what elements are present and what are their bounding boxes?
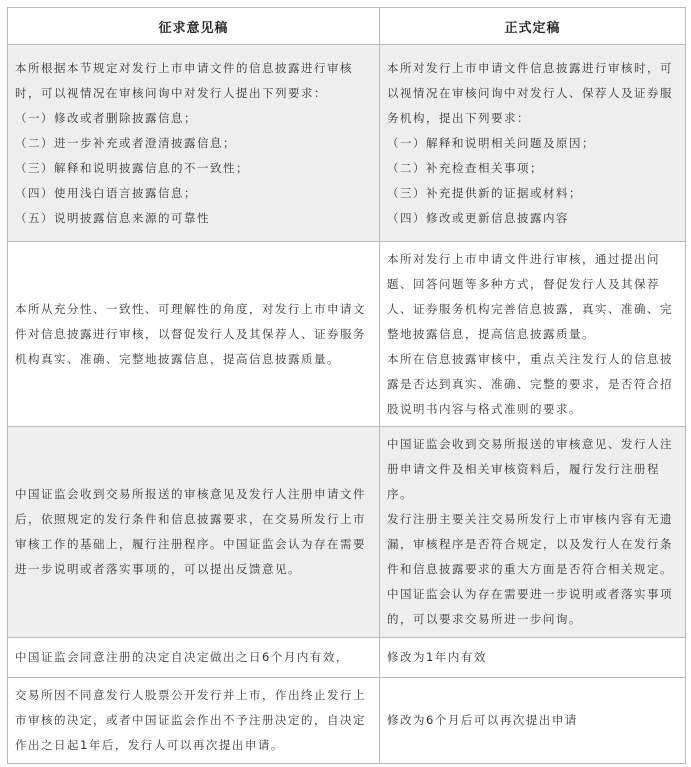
cell-text: 交易所因不同意发行人股票公开发行并上市，作出终止发行上市审核的决定，或者中国证监会作出不予注册决定的，自决定作出之日起1年后，发行人可以再次提出申请。 <box>15 688 366 752</box>
final-cell <box>380 638 686 678</box>
draft-cell <box>8 45 380 242</box>
cell-text: （一）解释和说明相关问题及原因； <box>387 135 595 150</box>
table-row <box>8 678 686 764</box>
cell-text: 本所对发行上市申请文件进行审核，通过提出问题、回答问题等多种方式，督促发行人及其保荐人、证券服务机构完善信息披露，真实、准确、完整地披露信息，提高信息披露质量。 <box>387 251 673 341</box>
table-row <box>8 45 686 242</box>
cell-text: 中国证监会收到交易所报送的审核意见及发行人注册申请文件后，依照规定的发行条件和信息披露要求，在交易所发行上市审核工作的基础上，履行注册程序。中国证监会认为存在需要进一步说明或者落实事项的，可以提出反馈意见。 <box>15 487 366 576</box>
cell-text: （二）进一步补充或者澄清披露信息； <box>15 135 236 150</box>
cell-text: （三）解释和说明披露信息的不一致性； <box>15 160 249 175</box>
cell-text: 本所从充分性、一致性、可理解性的角度，对发行上市申请文件对信息披露进行审核，以督促发行人及其保荐人、证券服务机构真实、准确、完整地披露信息，提高信息披露质量。 <box>15 301 366 366</box>
table-row <box>8 242 686 427</box>
cell-text: 修改为6个月后可以再次提出申请 <box>387 713 578 727</box>
cell-text: 本所对发行上市申请文件信息披露进行审核时，可以视情况在审核问询中对发行人、保荐人及证券服务机构，提出下列要求： <box>387 60 673 125</box>
draft-cell <box>8 638 380 678</box>
header-final: 正式定稿 <box>380 8 686 45</box>
cell-text: （五）说明披露信息来源的可靠性 <box>15 210 210 225</box>
cell-text: （一）修改或者删除披露信息； <box>15 110 197 125</box>
cell-text: （三）补充提供新的证据或材料； <box>387 185 582 200</box>
comparison-table-container <box>7 7 685 764</box>
cell-text: 本所在信息披露审核中，重点关注发行人的信息披露是否达到真实、准确、完整的要求，是否符合招股说明书内容与格式准则的要求。 <box>387 351 673 416</box>
cell-text: 中国证监会同意注册的决定自决定做出之日6个月内有效， <box>15 650 349 664</box>
table-row <box>8 638 686 678</box>
cell-text: 中国证监会收到交易所报送的审核意见、发行人注册申请文件及相关审核资料后，履行发行注册程序。 <box>387 437 673 501</box>
header-draft: 征求意见稿 <box>8 8 380 45</box>
table-row <box>8 427 686 638</box>
draft-cell <box>8 427 380 638</box>
cell-text: 修改为1年内有效 <box>387 650 487 664</box>
cell-text: 发行注册主要关注交易所发行上市审核内容有无遗漏，审核程序是否符合规定，以及发行人在发行条件和信息披露要求的重大方面是否符合相关规定。中国证监会认为存在需要进一步说明或者落实事项的，可以要求交易所进一步问询。 <box>387 512 673 626</box>
final-cell <box>380 678 686 764</box>
cell-text: （四）使用浅白语言披露信息； <box>15 185 197 200</box>
comparison-table <box>7 7 686 764</box>
cell-text: （四）修改或更新信息披露内容 <box>387 210 569 225</box>
final-cell <box>380 427 686 638</box>
draft-cell <box>8 678 380 764</box>
draft-cell <box>8 242 380 427</box>
final-cell <box>380 45 686 242</box>
final-cell <box>380 242 686 427</box>
table-header-row <box>8 8 686 45</box>
cell-text: 本所根据本节规定对发行上市申请文件的信息披露进行审核时，可以视情况在审核问询中对发行人提出下列要求： <box>15 60 353 100</box>
cell-text: （二）补充检查相关事项； <box>387 160 543 175</box>
